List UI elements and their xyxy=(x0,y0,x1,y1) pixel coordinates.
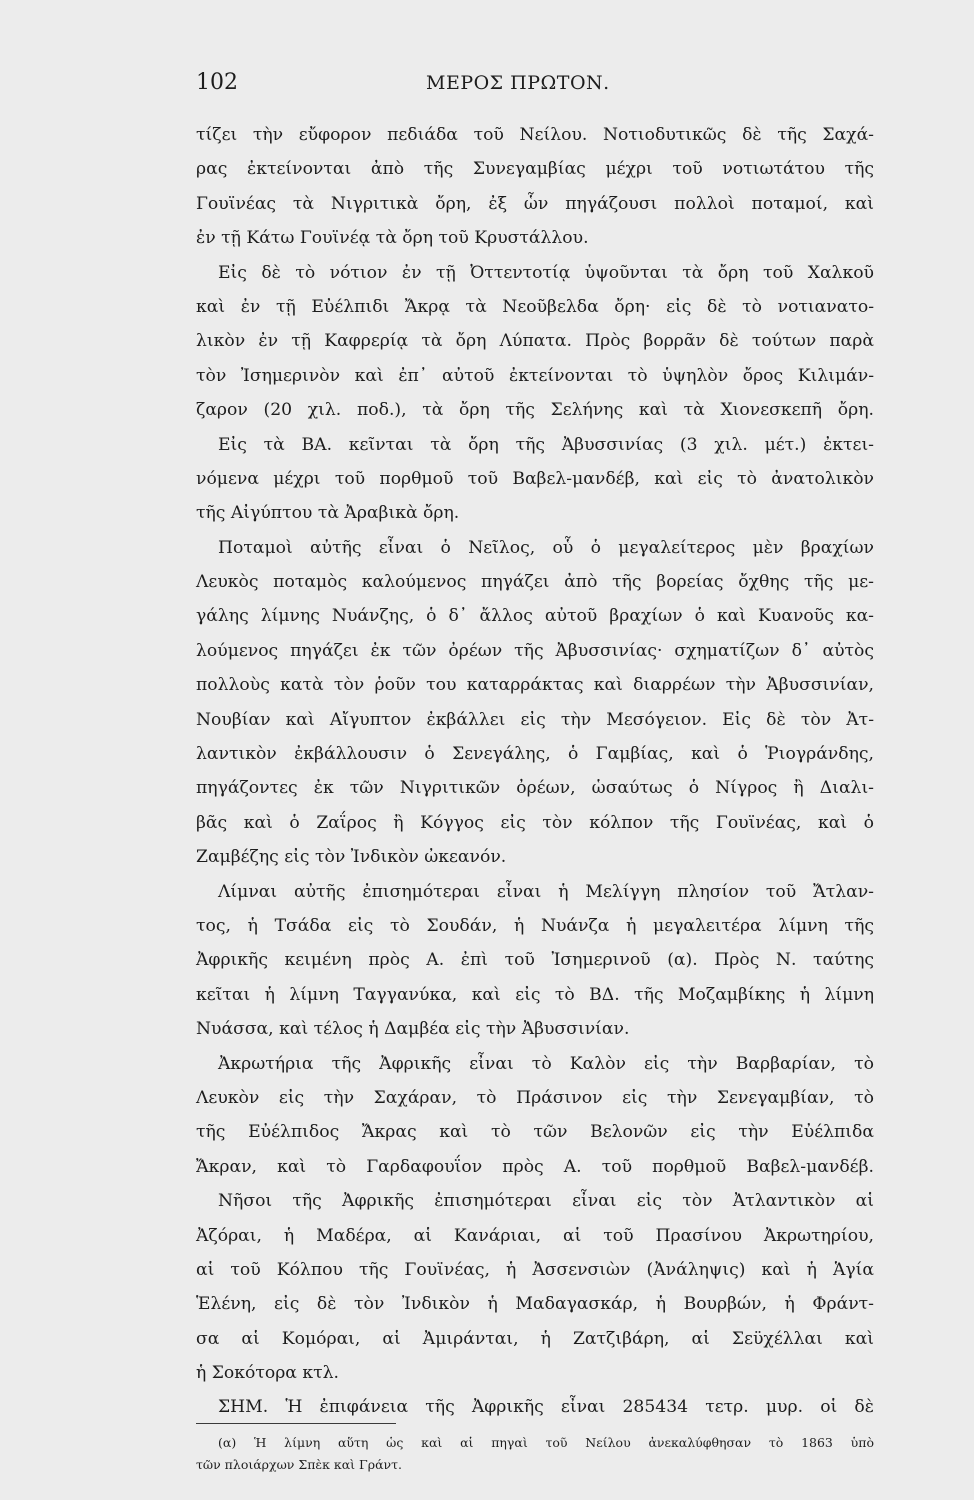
text-line: τίζει τὴν εὔφορον πεδιάδα τοῦ Νείλου. Νοτιοδυτικῶς δὲ τῆς Σαχά- xyxy=(196,125,874,145)
text-line: Λευκὸν εἰς τὴν Σαχάραν, τὸ Πράσινον εἰς τὴν Σενεγαμβίαν, τὸ xyxy=(196,1087,874,1108)
text-line: Εἰς δὲ τὸ νότιον ἐν τῇ Ὀττεντοτίᾳ ὑψοῦνται τὰ ὄρη τοῦ Χαλκοῦ xyxy=(218,262,874,283)
text-line: λαντικὸν ἐκβάλλουσιν ὁ Σενεγάλης, ὁ Γαμβίας, καὶ ὁ Ῥιογράνδης, xyxy=(196,744,874,765)
footnote-line: τῶν πλοιάρχων Σπὲκ καὶ Γράντ. xyxy=(196,1457,402,1472)
text-line: ἐν τῇ Κάτω Γουϊνέᾳ τὰ ὄρη τοῦ Κρυστάλλου. xyxy=(196,228,589,249)
text-line: Λευκὸς ποταμὸς καλούμενος πηγάζει ἀπὸ τῆς βορείας ὄχθης τῆς με- xyxy=(196,572,874,593)
footnotes xyxy=(196,1432,874,1476)
body-text xyxy=(196,118,874,1425)
text-line: Λίμναι αὐτῆς ἐπισημότεραι εἶναι ἡ Μελίγγη πλησίον τοῦ Ἄτλαν- xyxy=(218,881,874,902)
text-line: λικὸν ἐν τῇ Καφρερίᾳ τὰ ὄρη Λύπατα. Πρὸς βορρᾶν δὲ τούτων παρὰ xyxy=(196,331,874,352)
text-line: τος, ἡ Τσάδα εἰς τὸ Σουδάν, ἡ Νυάνζα ἡ μεγαλειτέρα λίμνη τῆς xyxy=(196,915,874,936)
text-line: Ζαμβέζης εἰς τὸν Ἰνδικὸν ὠκεανόν. xyxy=(196,847,507,868)
text-line: Ἀφρικῆς κειμένη πρὸς Α. ἐπὶ τοῦ Ἰσημερινοῦ (α). Πρὸς Ν. ταύτης xyxy=(196,950,874,971)
text-line: λούμενος πηγάζει ἐκ τῶν ὀρέων τῆς Ἀβυσσινίας· σχηματίζων δ᾽ αὐτὸς xyxy=(196,640,874,661)
text-line: νόμενα μέχρι τοῦ πορθμοῦ τοῦ Βαβελ-μανδέβ, καὶ εἰς τὸ ἀνατολικὸν xyxy=(196,468,874,489)
text-line: καὶ ἐν τῇ Εὐέλπιδι Ἄκρᾳ τὰ Νεοῦβελδα ὄρη· εἰς δὲ τὸ νοτιανατο- xyxy=(196,296,874,317)
text-line: πηγάζοντες ἐκ τῶν Νιγριτικῶν ὀρέων, ὡσαύτως ὁ Νίγρος ἢ Διαλι- xyxy=(196,778,874,799)
text-line: Εἰς τὰ ΒΑ. κεῖνται τὰ ὄρη τῆς Ἀβυσσινίας (3 χιλ. μέτ.) ἐκτει- xyxy=(218,434,874,455)
text-line: ἡ Σοκότορα κτλ. xyxy=(196,1363,339,1384)
text-line: Ποταμοὶ αὐτῆς εἶναι ὁ Νεῖλος, οὗ ὁ μεγαλείτερος μὲν βραχίων xyxy=(218,537,874,558)
text-line: Ἄκραν, καὶ τὸ Γαρδαφουΐον πρὸς Α. τοῦ πορθμοῦ Βαβελ-μανδέβ. xyxy=(196,1156,874,1177)
text-line: αἱ τοῦ Κόλπου τῆς Γουϊνέας, ἡ Ἀσσενσιὼν (Ἀνάληψις) καὶ ἡ Ἁγία xyxy=(196,1259,874,1280)
text-line: κεῖται ἡ λίμνη Ταγγανύκα, καὶ εἰς τὸ ΒΔ. τῆς Μοζαμβίκης ἡ λίμνη xyxy=(196,984,874,1005)
text-line: τὸν Ἰσημερινὸν καὶ ἐπ᾽ αὐτοῦ ἐκτείνονται τὸ ὑψηλὸν ὄρος Κιλιμάν- xyxy=(196,365,874,386)
text-line: τῆς Εὐέλπιδος Ἄκρας καὶ τὸ τῶν Βελονῶν εἰς τὴν Εὐέλπιδα xyxy=(196,1122,874,1143)
footnote-line: (α) Ἡ λίμνη αὕτη ὡς καὶ αἱ πηγαὶ τοῦ Νείλου ἀνεκαλύφθησαν τὸ 1863 ὑπὸ xyxy=(218,1435,874,1450)
text-line: Νυάσσα, καὶ τέλος ἡ Δαμβέα εἰς τὴν Ἀβυσσινίαν. xyxy=(196,1019,630,1040)
running-head: ΜΕΡΟΣ ΠΡΩΤΟΝ. xyxy=(426,72,610,94)
page-header xyxy=(196,70,876,104)
text-line: ΣΗΜ. Ἡ ἐπιφάνεια τῆς Ἀφρικῆς εἶναι 285434 τετρ. μυρ. οἱ δὲ xyxy=(218,1397,874,1418)
text-line: Νουβίαν καὶ Αἴγυπτον ἐκβάλλει εἰς τὴν Μεσόγειον. Εἰς δὲ τὸν Ἀτ- xyxy=(196,709,874,730)
footnote-rule xyxy=(196,1423,396,1424)
text-line: Ἀζόραι, ἡ Μαδέρα, αἱ Κανάριαι, αἱ τοῦ Πρασίνου Ἀκρωτηρίου, xyxy=(196,1225,874,1246)
page-number: 102 xyxy=(196,70,238,95)
text-line: Νῆσοι τῆς Ἀφρικῆς ἐπισημότεραι εἶναι εἰς τὸν Ἀτλαντικὸν αἱ xyxy=(218,1191,874,1212)
text-line: ζαρον (20 χιλ. ποδ.), τὰ ὄρη τῆς Σελήνης καὶ τὰ Χιονεσκεπῆ ὄρη. xyxy=(196,400,874,421)
text-line: σα αἱ Κομόραι, αἱ Ἀμιράνται, ἡ Ζατζιβάρη, αἱ Σεϋχέλλαι καὶ xyxy=(196,1328,874,1349)
text-line: πολλοὺς κατὰ τὸν ῥοῦν του καταρράκτας καὶ διαρρέων τὴν Ἀβυσσινίαν, xyxy=(196,675,874,696)
text-line: Γουϊνέας τὰ Νιγριτικὰ ὄρη, ἐξ ὧν πηγάζουσι πολλοὶ ποταμοί, καὶ xyxy=(196,193,874,214)
text-line: Ἀκρωτήρια τῆς Ἀφρικῆς εἶναι τὸ Καλὸν εἰς τὴν Βαρβαρίαν, τὸ xyxy=(218,1053,874,1074)
text-line: βᾶς καὶ ὁ Ζαΐρος ἢ Κόγγος εἰς τὸν κόλπον τῆς Γουϊνέας, καὶ ὁ xyxy=(196,812,874,833)
text-line: ρας ἐκτείνονται ἀπὸ τῆς Συνεγαμβίας μέχρι τοῦ νοτιωτάτου τῆς xyxy=(196,159,874,180)
text-line: γάλης λίμνης Νυάνζης, ὁ δ᾽ ἄλλος αὐτοῦ βραχίων ὁ καὶ Κυανοῦς κα- xyxy=(196,606,874,627)
text-line: τῆς Αἰγύπτου τὰ Ἀραβικὰ ὄρη. xyxy=(196,503,460,524)
text-line: Ἑλένη, εἰς δὲ τὸν Ἰνδικὸν ἡ Μαδαγασκάρ, ἡ Βουρβών, ἡ Φράντ- xyxy=(196,1294,874,1315)
